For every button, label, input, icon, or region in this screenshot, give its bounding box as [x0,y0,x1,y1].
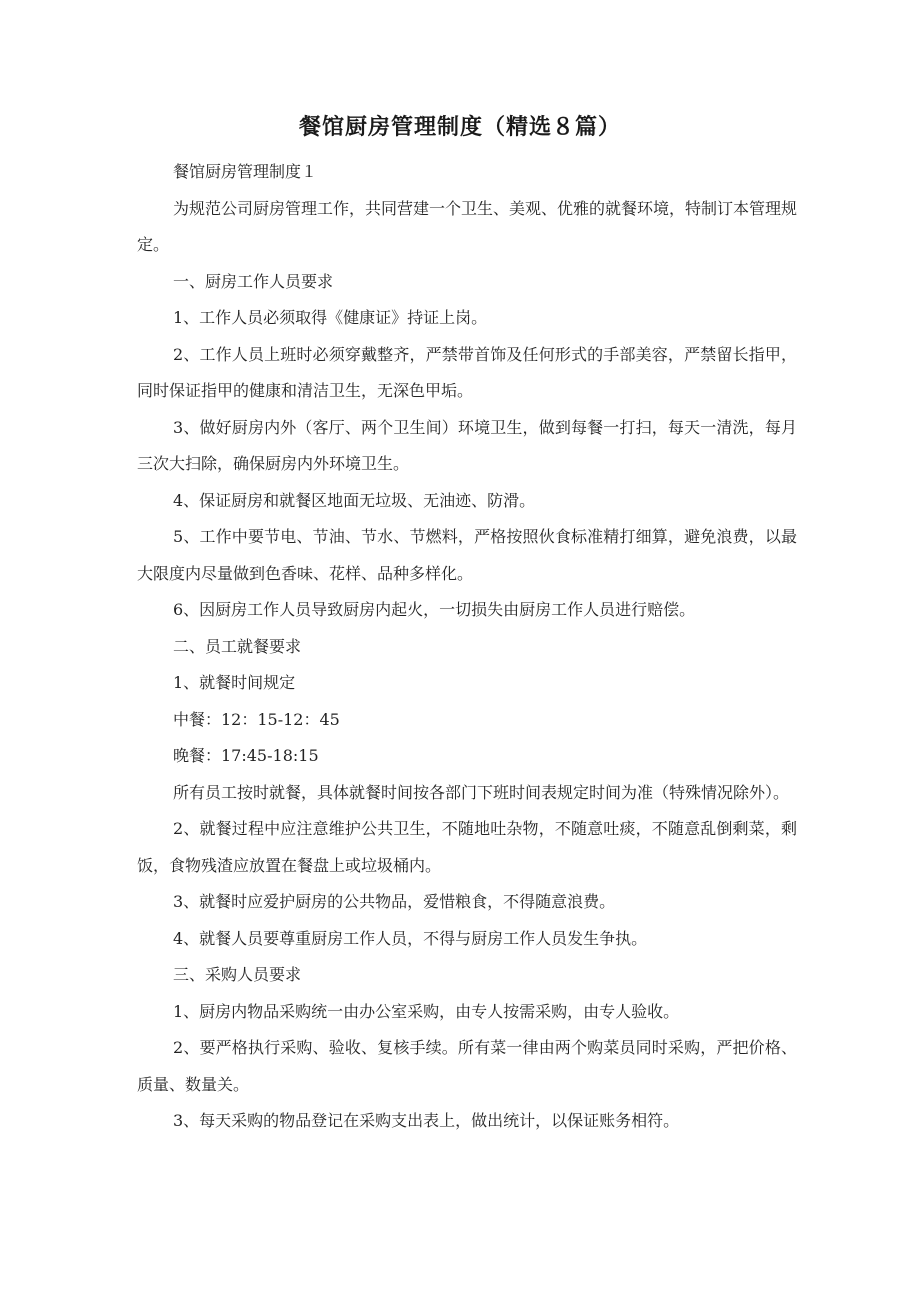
dinner-time: 晚餐：17:45-18:15 [173,746,319,765]
document-body [137,154,797,1140]
list-item: 4、保证厨房和就餐区地面无垃圾、无油迹、防滑。 [173,490,536,510]
section-heading-part-1: 一、厨房工作人员要求 [173,271,334,291]
list-item: 6、因厨房工作人员导致厨房内起火，一切损失由厨房工作人员进行赔偿。 [173,600,696,619]
paragraph: 所有员工按时就餐，具体就餐时间按各部门下班时间表规定时间为准（特殊情况除外）。 [173,782,790,802]
list-item: 2、要严格执行采购、验收、复核手续。所有菜一律由两个购菜员同时采购，严把价格、质量、数量关。 [137,1038,797,1094]
list-item: 1、就餐时间规定 [173,673,296,692]
list-item: 3、就餐时应爱护厨房的公共物品，爱惜粮食，不得随意浪费。 [173,892,616,911]
list-item: 3、做好厨房内外（客厅、两个卫生间）环境卫生，做到每餐一打扫，每天一清洗，每月三次大扫除，确保厨房内外环境卫生。 [137,417,797,473]
paragraph-intro: 为规范公司厨房管理工作，共同营建一个卫生、美观、优雅的就餐环境，特制订本管理规定。 [137,198,798,254]
list-item: 4、就餐人员要尊重厨房工作人员，不得与厨房工作人员发生争执。 [173,928,648,948]
list-item: 1、厨房内物品采购统一由办公室采购，由专人按需采购，由专人验收。 [173,1001,680,1021]
lunch-time: 中餐：12：15-12：45 [173,709,340,729]
page-title: 餐馆厨房管理制度（精选８篇） [298,115,621,140]
section-heading-part-3: 三、采购人员要求 [173,965,302,984]
section-heading-1: 餐馆厨房管理制度１ [173,162,318,181]
list-item: 2、工作人员上班时必须穿戴整齐，严禁带首饰及任何形式的手部美容，严禁留长指甲，同时保证指甲的健康和清洁卫生，无深色甲垢。 [137,344,797,400]
list-item: 1、工作人员必须取得《健康证》持证上岗。 [173,308,488,327]
list-item: 3、每天采购的物品登记在采购支出表上，做出统计，以保证账务相符。 [173,1111,680,1130]
list-item: 2、就餐过程中应注意维护公共卫生，不随地吐杂物，不随意吐痰，不随意乱倒剩菜，剩饭，食物残渣应放置在餐盘上或垃圾桶内。 [137,819,797,875]
section-heading-part-2: 二、员工就餐要求 [173,636,302,656]
list-item: 5、工作中要节电、节油、节水、节燃料，严格按照伙食标准精打细算，避免浪费，以最大限度内尽量做到色香味、花样、品种多样化。 [137,527,797,583]
